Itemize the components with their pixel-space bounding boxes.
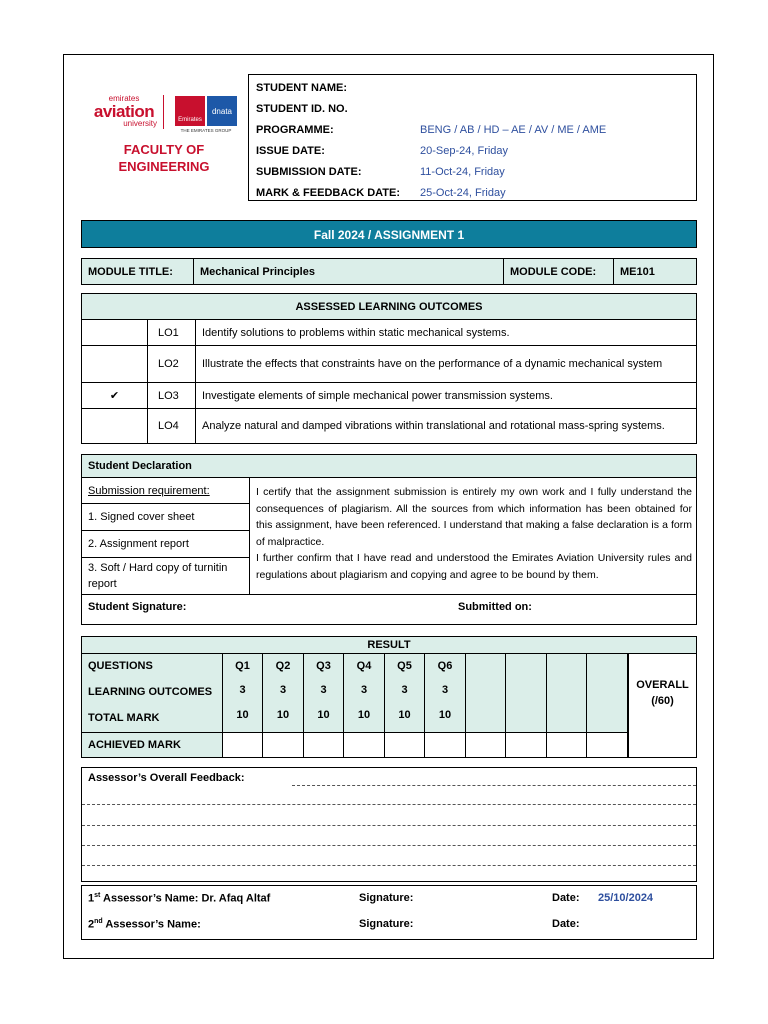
second-signature-label: Signature: (359, 918, 414, 930)
question-outcome: 3 (401, 684, 408, 696)
question-header: Q1 (235, 660, 250, 672)
achieved-mark-cell[interactable] (304, 733, 344, 757)
empty-column (587, 654, 628, 732)
achieved-mark-cell[interactable] (223, 733, 263, 757)
university-logo (89, 95, 244, 135)
achieved-mark-cell[interactable] (547, 733, 587, 757)
declaration-text-1: I certify that the assignment submission is entirely my own work and I fully understand the consequences of plagiarism. All the sources from which information has been obtained for this assignment, have been referenced. I understand that making a false declaration is a form of malpractice. (256, 486, 692, 548)
second-ordinal: 2 (88, 918, 95, 931)
module-code-label: MODULE CODE: (504, 259, 614, 285)
question-mark: 10 (438, 709, 452, 721)
programme-label: PROGRAMME: (256, 123, 334, 136)
student-name-label: STUDENT NAME: (256, 81, 348, 94)
achieved-mark-cell[interactable] (263, 733, 304, 757)
outcome-check-cell[interactable] (82, 346, 148, 383)
student-info-rows (256, 77, 696, 203)
first-date-value: 25/10/2024 (598, 892, 654, 904)
question-outcome: 3 (360, 684, 368, 696)
outcome-code: LO2 (148, 346, 196, 383)
empty-column (506, 654, 547, 732)
outcome-check-cell[interactable] (82, 320, 148, 346)
question-outcome: 3 (239, 684, 246, 696)
question-mark: 10 (276, 709, 290, 721)
logo-brand-sub: university (123, 119, 157, 128)
outcome-check-icon[interactable]: ✔ (82, 383, 148, 409)
question-header: Q6 (437, 660, 453, 672)
first-assessor (88, 892, 270, 905)
programme-value: BENG / AB / HD – AE / AV / ME / AME (420, 123, 607, 136)
first-date-label: Date: (552, 892, 580, 904)
requirement-item: 1. Signed cover sheet (82, 504, 249, 531)
question-mark: 10 (317, 709, 330, 721)
feedback-line[interactable] (82, 825, 696, 826)
learning-outcomes-label: LEARNING OUTCOMES (88, 686, 213, 698)
assessors-section (81, 885, 697, 940)
submitted-on-label: Submitted on: (458, 601, 532, 613)
declaration-section (81, 454, 697, 625)
feedback-section (81, 767, 697, 882)
first-assessor-label: Assessor’s Name: Dr. Afaq Altaf (103, 892, 271, 905)
assignment-title: Fall 2024 / ASSIGNMENT 1 (313, 228, 465, 242)
module-table (81, 258, 697, 285)
submission-date-value: 11-Oct-24, Friday (420, 165, 505, 178)
student-signature-label: Student Signature: (88, 601, 187, 613)
achieved-mark-cell[interactable] (344, 733, 385, 757)
group-label: THE EMIRATES GROUP (180, 128, 232, 133)
question-header: Q5 (397, 660, 412, 672)
issue-date-value: 20-Sep-24, Friday (420, 144, 509, 157)
outcomes-table (81, 293, 697, 444)
question-mark: 10 (357, 709, 371, 721)
question-header: Q2 (275, 660, 291, 672)
outcome-row (82, 383, 697, 409)
outcome-code: LO1 (148, 320, 196, 346)
cover-sheet (63, 54, 714, 959)
achieved-mark-cell[interactable] (587, 733, 628, 757)
second-ordinal-sup: nd (94, 918, 103, 925)
outcome-text: Investigate elements of simple mechanical power transmission systems. (196, 383, 697, 409)
question-header: Q3 (316, 660, 331, 672)
question-mark: 10 (398, 709, 411, 721)
feedback-line[interactable] (292, 785, 696, 786)
empty-column (466, 654, 506, 732)
emirates-logo-label: Emirates (178, 117, 202, 123)
student-id-label: STUDENT ID. NO. (256, 102, 348, 115)
outcome-row (82, 346, 697, 383)
result-heading: RESULT (82, 637, 696, 654)
overall-cell (628, 654, 696, 757)
requirement-item: 2. Assignment report (82, 531, 249, 558)
achieved-mark-label: ACHIEVED MARK (82, 732, 223, 757)
achieved-mark-cell[interactable] (425, 733, 466, 757)
dnata-logo-label: dnata (211, 106, 233, 116)
second-assessor (88, 918, 201, 931)
outcomes-heading: ASSESSED LEARNING OUTCOMES (82, 294, 697, 320)
outcome-row (82, 409, 697, 444)
question-header: Q4 (356, 660, 372, 672)
issue-date-label: ISSUE DATE: (256, 144, 325, 157)
logo-brand-main: aviation (93, 102, 155, 121)
faculty-name (89, 141, 239, 175)
outcome-check-cell[interactable] (82, 409, 148, 444)
empty-column (547, 654, 587, 732)
total-mark-label: TOTAL MARK (88, 712, 160, 724)
achieved-mark-cell[interactable] (385, 733, 425, 757)
faculty-line-1: FACULTY OF (123, 142, 205, 157)
first-ordinal: 1 (88, 892, 95, 905)
question-outcome: 3 (441, 684, 449, 696)
submission-date-label: SUBMISSION DATE: (256, 165, 362, 178)
feedback-line[interactable] (82, 804, 696, 805)
questions-label: QUESTIONS (88, 660, 153, 672)
feedback-date-label: MARK & FEEDBACK DATE: (256, 186, 401, 199)
outcome-row (82, 320, 697, 346)
submission-requirement-heading: Submission requirement: (82, 478, 249, 504)
faculty-line-2: ENGINEERING (118, 159, 210, 174)
first-signature-label: Signature: (359, 892, 414, 904)
overall-sub: (/60) (651, 695, 674, 707)
module-title-label: MODULE TITLE: (82, 259, 194, 285)
emirates-logo-icon (175, 96, 205, 126)
achieved-mark-cell[interactable] (466, 733, 506, 757)
module-title-value: Mechanical Principles (194, 259, 504, 285)
second-date-label: Date: (552, 918, 580, 930)
question-mark: 10 (236, 709, 249, 721)
outcome-code: LO4 (148, 409, 196, 444)
result-section (81, 636, 697, 758)
declaration-text-2: I further confirm that I have read and understood the Emirates Aviation University rules and regulations about plagiarism and copying and agree to be bound by them. (256, 552, 692, 581)
achieved-mark-cell[interactable] (506, 733, 547, 757)
outcome-text: Identify solutions to problems within static mechanical systems. (196, 320, 697, 346)
outcome-text: Illustrate the effects that constraints have on the performance of a dynamic mechanical system (196, 346, 697, 383)
second-assessor-label: Assessor’s Name: (105, 918, 201, 931)
feedback-line[interactable] (82, 865, 696, 866)
logo-brand-top: emirates (108, 94, 140, 103)
question-outcome: 3 (320, 684, 327, 696)
question-outcome: 3 (279, 684, 287, 696)
dnata-logo-icon (207, 96, 237, 126)
feedback-label: Assessor’s Overall Feedback: (88, 772, 245, 784)
overall-label: OVERALL (636, 679, 689, 691)
requirement-item: 3. Soft / Hard copy of turnitin report (88, 562, 228, 590)
module-code-value: ME101 (614, 259, 697, 285)
outcome-code: LO3 (148, 383, 196, 409)
outcome-text: Analyze natural and damped vibrations within translational and rotational mass-spring systems. (196, 409, 697, 444)
assignment-title-bar (81, 220, 697, 248)
feedback-date-value: 25-Oct-24, Friday (420, 186, 506, 199)
feedback-line[interactable] (82, 845, 696, 846)
student-info-box (248, 74, 697, 201)
first-ordinal-sup: st (94, 892, 101, 899)
declaration-heading: Student Declaration (82, 455, 696, 478)
